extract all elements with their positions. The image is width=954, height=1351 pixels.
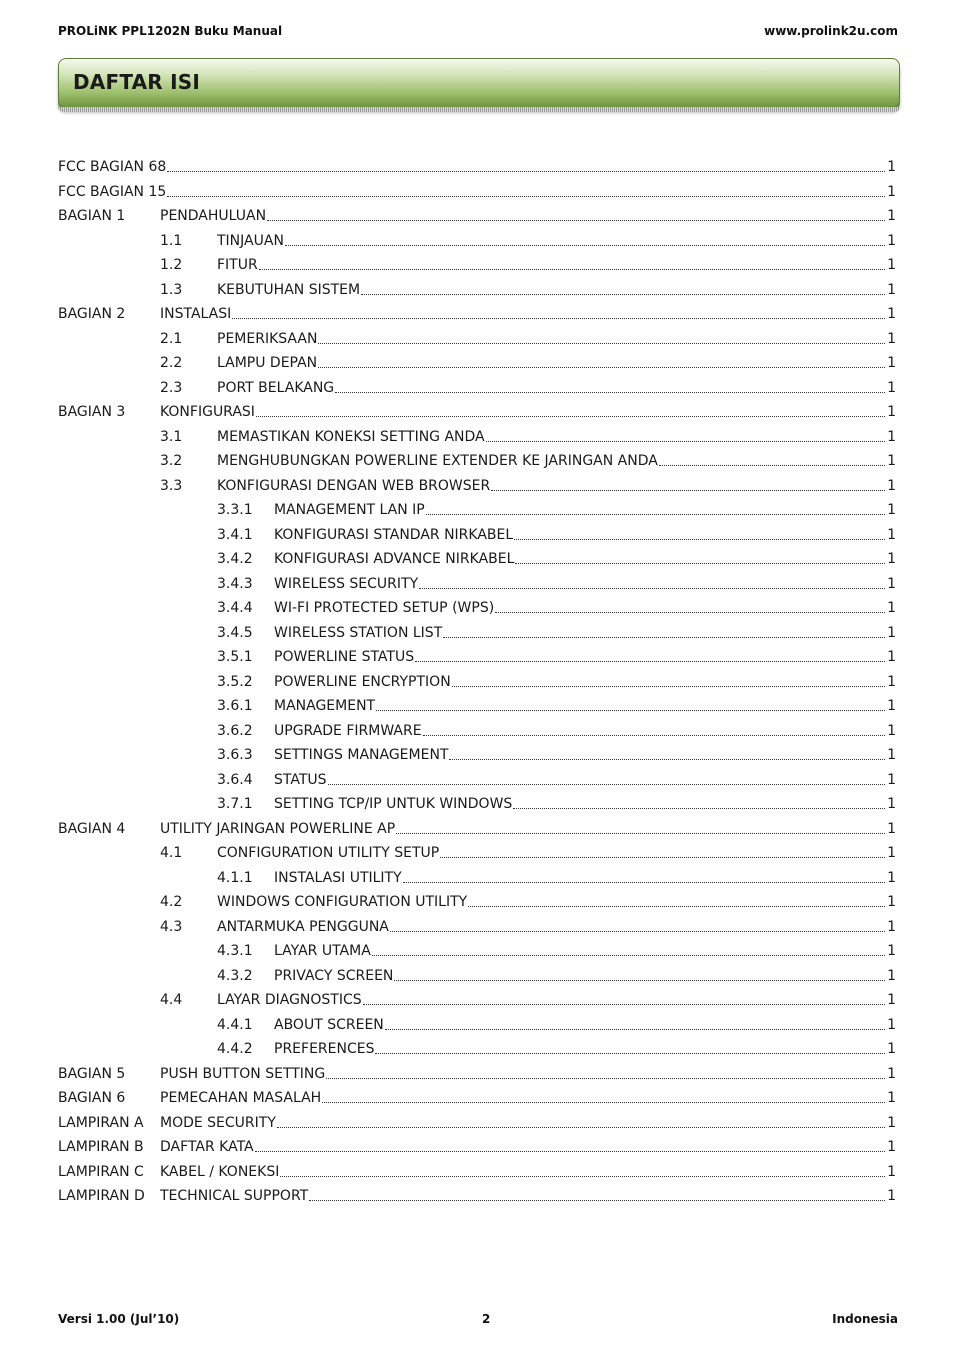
toc-entry-title: PRIVACY SCREEN bbox=[274, 967, 394, 984]
toc-entry-title: MANAGEMENT bbox=[274, 698, 376, 714]
toc-entry-page: 1 bbox=[887, 183, 896, 200]
toc-entry-page: 1 bbox=[887, 232, 896, 249]
toc-entry-page: 1 bbox=[887, 1139, 896, 1155]
toc-dot-leader bbox=[277, 1111, 885, 1128]
toc-entry-number: 3.1 bbox=[160, 428, 183, 445]
toc-entry-page: 1 bbox=[887, 575, 896, 592]
toc-entry[interactable] bbox=[58, 1160, 896, 1185]
toc-entry[interactable] bbox=[58, 278, 896, 303]
toc-dot-leader bbox=[423, 719, 886, 736]
toc-entry[interactable] bbox=[58, 351, 896, 376]
toc-entry-number: BAGIAN 2 bbox=[58, 306, 126, 322]
toc-dot-leader bbox=[385, 1013, 885, 1030]
toc-entry-line bbox=[274, 792, 896, 817]
toc-entry[interactable] bbox=[58, 1037, 896, 1062]
toc-dot-leader bbox=[452, 670, 885, 687]
toc-entry[interactable] bbox=[58, 253, 896, 278]
toc-entry-number: 2.1 bbox=[160, 330, 183, 347]
toc-dot-leader bbox=[513, 792, 885, 809]
toc-entry-number: 2.3 bbox=[160, 379, 183, 396]
toc-dot-leader bbox=[335, 376, 885, 393]
toc-entry-title: KONFIGURASI STANDAR NIRKABEL bbox=[274, 526, 514, 543]
toc-entry-number: LAMPIRAN C bbox=[58, 1163, 144, 1180]
toc-entry-line bbox=[217, 253, 896, 278]
toc-entry-title: KONFIGURASI ADVANCE NIRKABEL bbox=[274, 551, 515, 567]
toc-entry-line bbox=[217, 988, 896, 1013]
toc-entry-number: LAMPIRAN B bbox=[58, 1139, 144, 1155]
toc-entry-title: MODE SECURITY bbox=[160, 1114, 276, 1131]
toc-entry[interactable] bbox=[58, 547, 896, 572]
toc-entry-page: 1 bbox=[887, 355, 896, 371]
toc-dot-leader bbox=[426, 498, 885, 515]
toc-entry-line bbox=[274, 964, 896, 989]
toc-entry-title: STATUS bbox=[274, 771, 327, 788]
toc-entry-number: 3.6.1 bbox=[217, 698, 253, 714]
toc-entry[interactable] bbox=[58, 817, 896, 842]
toc-dot-leader bbox=[363, 988, 885, 1005]
toc-entry-number: 3.4.2 bbox=[217, 551, 253, 567]
toc-entry[interactable] bbox=[58, 498, 896, 523]
toc-entry-title: POWERLINE ENCRYPTION bbox=[274, 673, 451, 690]
toc-entry-number: BAGIAN 6 bbox=[58, 1090, 126, 1106]
toc-entry-page: 1 bbox=[887, 918, 896, 935]
toc-dot-leader bbox=[495, 596, 885, 613]
toc-entry-page: 1 bbox=[887, 1016, 896, 1033]
toc-entry[interactable] bbox=[58, 988, 896, 1013]
toc-entry-number: 3.6.4 bbox=[217, 771, 253, 788]
toc-entry-line bbox=[274, 1037, 896, 1062]
toc-entry-title: MANAGEMENT LAN IP bbox=[274, 502, 425, 518]
toc-entry-line bbox=[160, 302, 896, 327]
toc-entry-page: 1 bbox=[887, 159, 896, 175]
toc-entry-number: 4.1 bbox=[160, 845, 183, 861]
toc-entry-title: WIRELESS STATION LIST bbox=[274, 624, 443, 641]
toc-entry[interactable] bbox=[58, 743, 896, 768]
toc-entry-number: 4.3.1 bbox=[217, 943, 253, 959]
toc-entry-title: PENDAHULUAN bbox=[160, 208, 267, 224]
toc-dot-leader bbox=[318, 351, 885, 368]
page-footer-right: Indonesia bbox=[832, 1312, 898, 1326]
toc-entry-page: 1 bbox=[887, 1188, 896, 1204]
toc-entry-line bbox=[217, 915, 896, 940]
toc-entry-page: 1 bbox=[887, 673, 896, 690]
toc-entry[interactable] bbox=[58, 596, 896, 621]
toc-entry-page: 1 bbox=[887, 796, 896, 812]
toc-entry-line bbox=[274, 719, 896, 744]
toc-entry-title: CONFIGURATION UTILITY SETUP bbox=[217, 845, 440, 861]
toc-entry-title: ABOUT SCREEN bbox=[274, 1016, 384, 1033]
banner-title: DAFTAR ISI bbox=[73, 70, 200, 94]
toc-dot-leader bbox=[390, 915, 885, 932]
toc-entry[interactable] bbox=[58, 155, 896, 180]
toc-dot-leader bbox=[285, 229, 885, 246]
toc-entry-title: KABEL / KONEKSI bbox=[160, 1163, 280, 1180]
toc-entry[interactable] bbox=[58, 376, 896, 401]
toc-entry-page: 1 bbox=[887, 281, 896, 298]
toc-entry-page: 1 bbox=[887, 1041, 896, 1057]
toc-entry-line bbox=[160, 1160, 896, 1185]
toc-dot-leader bbox=[318, 327, 885, 344]
toc-entry[interactable] bbox=[58, 302, 896, 327]
toc-entry-number: 3.4.4 bbox=[217, 600, 253, 616]
toc-entry-number: 3.4.1 bbox=[217, 526, 253, 543]
toc-entry-number: 3.6.3 bbox=[217, 747, 253, 763]
toc-entry[interactable] bbox=[58, 939, 896, 964]
toc-dot-leader bbox=[449, 743, 885, 760]
toc-entry-page: 1 bbox=[887, 526, 896, 543]
toc-entry-title: UPGRADE FIRMWARE bbox=[274, 722, 422, 739]
toc-entry-number: 4.3.2 bbox=[217, 967, 253, 984]
toc-entry-page: 1 bbox=[887, 845, 896, 861]
toc-entry-title: FCC BAGIAN 15 bbox=[58, 183, 167, 200]
page-number: 2 bbox=[482, 1312, 491, 1326]
toc-entry-number: BAGIAN 5 bbox=[58, 1065, 126, 1082]
toc-entry-line bbox=[274, 866, 896, 891]
toc-entry-title: LAYAR DIAGNOSTICS bbox=[217, 992, 362, 1008]
toc-entry-line bbox=[274, 743, 896, 768]
toc-dot-leader bbox=[232, 302, 885, 319]
toc-entry[interactable] bbox=[58, 180, 896, 205]
toc-entry-line bbox=[274, 621, 896, 646]
toc-entry-number: BAGIAN 3 bbox=[58, 404, 126, 420]
toc-entry-line bbox=[160, 204, 896, 229]
toc-dot-leader bbox=[394, 964, 885, 981]
toc-entry[interactable] bbox=[58, 449, 896, 474]
toc-entry[interactable] bbox=[58, 768, 896, 793]
toc-dot-leader bbox=[328, 768, 886, 785]
toc-entry-page: 1 bbox=[887, 1065, 896, 1082]
toc-dot-leader bbox=[443, 621, 885, 638]
toc-entry[interactable] bbox=[58, 719, 896, 744]
toc-entry-page: 1 bbox=[887, 551, 896, 567]
toc-entry-page: 1 bbox=[887, 698, 896, 714]
toc-entry-number: 1.2 bbox=[160, 257, 183, 273]
page-header-left: PROLiNK PPL1202N Buku Manual bbox=[58, 24, 283, 38]
toc-entry-page: 1 bbox=[887, 992, 896, 1008]
toc-entry-title: KONFIGURASI DENGAN WEB BROWSER bbox=[217, 477, 491, 494]
toc-entry-line bbox=[274, 1013, 896, 1038]
banner-stripe bbox=[58, 107, 900, 112]
toc-dot-leader bbox=[440, 841, 885, 858]
toc-entry-number: 3.5.2 bbox=[217, 673, 253, 690]
toc-entry-number: 3.3.1 bbox=[217, 502, 253, 518]
toc-entry[interactable] bbox=[58, 204, 896, 229]
toc-entry-page: 1 bbox=[887, 1090, 896, 1106]
toc-entry-line bbox=[274, 572, 896, 597]
toc-entry-line bbox=[217, 425, 896, 450]
toc-entry-title: ANTARMUKA PENGGUNA bbox=[217, 918, 389, 935]
toc-entry[interactable] bbox=[58, 1135, 896, 1160]
toc-entry[interactable] bbox=[58, 964, 896, 989]
toc-entry-number: 3.6.2 bbox=[217, 722, 253, 739]
toc-entry-line bbox=[274, 547, 896, 572]
toc-dot-leader bbox=[396, 817, 885, 834]
toc-dot-leader bbox=[255, 1135, 885, 1152]
toc-entry-line bbox=[274, 645, 896, 670]
toc-entry-page: 1 bbox=[887, 379, 896, 396]
toc-entry-title: SETTINGS MANAGEMENT bbox=[274, 747, 449, 763]
toc-entry-line bbox=[160, 1135, 896, 1160]
toc-entry-title: KEBUTUHAN SISTEM bbox=[217, 281, 361, 298]
toc-entry-page: 1 bbox=[887, 894, 896, 910]
toc-entry-title: WIRELESS SECURITY bbox=[274, 575, 419, 592]
toc-entry-line bbox=[274, 523, 896, 548]
toc-dot-leader bbox=[376, 694, 885, 711]
toc-entry[interactable] bbox=[58, 1111, 896, 1136]
toc-entry-line bbox=[160, 1111, 896, 1136]
toc-entry-title: WINDOWS CONFIGURATION UTILITY bbox=[217, 894, 468, 910]
toc-entry[interactable] bbox=[58, 841, 896, 866]
toc-entry-number: LAMPIRAN D bbox=[58, 1188, 145, 1204]
toc-entry[interactable] bbox=[58, 327, 896, 352]
toc-entry[interactable] bbox=[58, 670, 896, 695]
toc-entry[interactable] bbox=[58, 792, 896, 817]
toc-entry-page: 1 bbox=[887, 404, 896, 420]
toc-entry-number: 1.3 bbox=[160, 281, 183, 298]
toc-entry-line bbox=[58, 180, 896, 205]
toc-entry-line bbox=[160, 400, 896, 425]
page-header-right: www.prolink2u.com bbox=[764, 24, 898, 38]
toc-entry-page: 1 bbox=[887, 943, 896, 959]
table-of-contents bbox=[58, 155, 896, 1209]
toc-entry-number: 3.2 bbox=[160, 453, 183, 469]
toc-entry-title: MEMASTIKAN KONEKSI SETTING ANDA bbox=[217, 428, 485, 445]
toc-entry-line bbox=[217, 474, 896, 499]
toc-entry-line bbox=[274, 768, 896, 793]
toc-dot-leader bbox=[267, 204, 885, 221]
toc-dot-leader bbox=[326, 1062, 885, 1079]
toc-entry-title: PEMECAHAN MASALAH bbox=[160, 1090, 322, 1106]
toc-dot-leader bbox=[659, 449, 885, 466]
toc-entry-title: FITUR bbox=[217, 257, 258, 273]
toc-entry-number: 4.4.1 bbox=[217, 1016, 253, 1033]
toc-entry-page: 1 bbox=[887, 1114, 896, 1131]
toc-entry-number: 4.4.2 bbox=[217, 1041, 253, 1057]
toc-dot-leader bbox=[167, 180, 885, 197]
toc-entry[interactable] bbox=[58, 694, 896, 719]
toc-entry-title: DAFTAR KATA bbox=[160, 1139, 254, 1155]
toc-entry[interactable] bbox=[58, 229, 896, 254]
toc-entry-title: INSTALASI bbox=[160, 306, 232, 322]
toc-entry[interactable] bbox=[58, 1013, 896, 1038]
toc-entry-line bbox=[274, 596, 896, 621]
toc-entry[interactable] bbox=[58, 915, 896, 940]
toc-entry-line bbox=[217, 841, 896, 866]
toc-entry-line bbox=[274, 694, 896, 719]
toc-entry-title: FCC BAGIAN 68 bbox=[58, 159, 167, 175]
toc-dot-leader bbox=[468, 890, 885, 907]
toc-entry-line bbox=[58, 155, 896, 180]
toc-entry[interactable] bbox=[58, 425, 896, 450]
toc-entry[interactable] bbox=[58, 1086, 896, 1111]
toc-entry-line bbox=[274, 670, 896, 695]
toc-entry-title: TINJAUAN bbox=[217, 232, 284, 249]
toc-entry[interactable] bbox=[58, 523, 896, 548]
toc-entry-page: 1 bbox=[887, 428, 896, 445]
section-banner bbox=[58, 58, 900, 108]
toc-entry-line bbox=[160, 1062, 896, 1087]
toc-entry-page: 1 bbox=[887, 820, 896, 837]
toc-entry-title: PREFERENCES bbox=[274, 1041, 375, 1057]
toc-entry-title: TECHNICAL SUPPORT bbox=[160, 1188, 309, 1204]
toc-entry-number: 4.2 bbox=[160, 894, 183, 910]
toc-entry[interactable] bbox=[58, 400, 896, 425]
toc-entry-page: 1 bbox=[887, 502, 896, 518]
toc-entry-line bbox=[160, 1184, 896, 1209]
toc-entry-page: 1 bbox=[887, 649, 896, 665]
toc-entry[interactable] bbox=[58, 1184, 896, 1209]
toc-dot-leader bbox=[309, 1184, 885, 1201]
toc-entry-page: 1 bbox=[887, 330, 896, 347]
toc-dot-leader bbox=[419, 572, 885, 589]
toc-entry-title: SETTING TCP/IP UNTUK WINDOWS bbox=[274, 796, 513, 812]
toc-entry[interactable] bbox=[58, 866, 896, 891]
toc-entry-line bbox=[217, 278, 896, 303]
toc-entry-title: INSTALASI UTILITY bbox=[274, 869, 402, 886]
toc-dot-leader bbox=[486, 425, 885, 442]
toc-entry-page: 1 bbox=[887, 771, 896, 788]
toc-entry-number: BAGIAN 1 bbox=[58, 208, 126, 224]
toc-dot-leader bbox=[259, 253, 885, 270]
toc-entry-number: 3.7.1 bbox=[217, 796, 253, 812]
toc-dot-leader bbox=[361, 278, 885, 295]
toc-entry-page: 1 bbox=[887, 600, 896, 616]
toc-entry[interactable] bbox=[58, 474, 896, 499]
toc-dot-leader bbox=[372, 939, 885, 956]
toc-dot-leader bbox=[280, 1160, 885, 1177]
toc-entry-number: LAMPIRAN A bbox=[58, 1114, 144, 1131]
toc-dot-leader bbox=[514, 523, 885, 540]
toc-entry-number: 3.4.3 bbox=[217, 575, 253, 592]
toc-entry-number: 4.1.1 bbox=[217, 869, 253, 886]
toc-dot-leader bbox=[167, 155, 885, 172]
toc-entry-title: PUSH BUTTON SETTING bbox=[160, 1065, 326, 1082]
toc-dot-leader bbox=[322, 1086, 885, 1103]
toc-entry-title: KONFIGURASI bbox=[160, 404, 255, 420]
toc-entry-number: 1.1 bbox=[160, 232, 183, 249]
toc-dot-leader bbox=[256, 400, 885, 417]
toc-entry[interactable] bbox=[58, 572, 896, 597]
toc-entry-title: WI-FI PROTECTED SETUP (WPS) bbox=[274, 600, 495, 616]
toc-entry-number: BAGIAN 4 bbox=[58, 820, 126, 837]
toc-entry-page: 1 bbox=[887, 257, 896, 273]
toc-entry-line bbox=[274, 939, 896, 964]
toc-entry-page: 1 bbox=[887, 869, 896, 886]
toc-entry-line bbox=[217, 351, 896, 376]
toc-entry-page: 1 bbox=[887, 1163, 896, 1180]
toc-entry[interactable] bbox=[58, 645, 896, 670]
toc-entry-line bbox=[160, 817, 896, 842]
toc-entry-page: 1 bbox=[887, 477, 896, 494]
toc-entry-title: LAMPU DEPAN bbox=[217, 355, 318, 371]
toc-dot-leader bbox=[415, 645, 885, 662]
toc-entry-number: 4.4 bbox=[160, 992, 183, 1008]
toc-entry[interactable] bbox=[58, 1062, 896, 1087]
toc-entry-number: 2.2 bbox=[160, 355, 183, 371]
toc-entry-page: 1 bbox=[887, 967, 896, 984]
toc-entry-line bbox=[217, 327, 896, 352]
toc-entry-line bbox=[217, 376, 896, 401]
toc-entry-title: LAYAR UTAMA bbox=[274, 943, 371, 959]
toc-entry-line bbox=[217, 449, 896, 474]
toc-entry-title: UTILITY JARINGAN POWERLINE AP bbox=[160, 820, 396, 837]
toc-entry-page: 1 bbox=[887, 306, 896, 322]
toc-dot-leader bbox=[375, 1037, 885, 1054]
toc-entry-number: 3.4.5 bbox=[217, 624, 253, 641]
toc-entry-page: 1 bbox=[887, 747, 896, 763]
toc-entry[interactable] bbox=[58, 890, 896, 915]
toc-entry[interactable] bbox=[58, 621, 896, 646]
toc-entry-title: POWERLINE STATUS bbox=[274, 649, 415, 665]
toc-dot-leader bbox=[515, 547, 885, 564]
toc-entry-title: MENGHUBUNGKAN POWERLINE EXTENDER KE JARINGAN ANDA bbox=[217, 453, 658, 469]
toc-entry-line bbox=[217, 229, 896, 254]
toc-entry-page: 1 bbox=[887, 722, 896, 739]
toc-entry-number: 4.3 bbox=[160, 918, 183, 935]
toc-entry-title: PEMERIKSAAN bbox=[217, 330, 318, 347]
toc-entry-line bbox=[217, 890, 896, 915]
toc-entry-page: 1 bbox=[887, 453, 896, 469]
toc-entry-line bbox=[274, 498, 896, 523]
page-footer-left: Versi 1.00 (Jul’10) bbox=[58, 1312, 180, 1326]
toc-dot-leader bbox=[491, 474, 885, 491]
toc-entry-number: 3.3 bbox=[160, 477, 183, 494]
toc-dot-leader bbox=[403, 866, 885, 883]
toc-entry-title: PORT BELAKANG bbox=[217, 379, 335, 396]
toc-entry-number: 3.5.1 bbox=[217, 649, 253, 665]
toc-entry-page: 1 bbox=[887, 208, 896, 224]
toc-entry-page: 1 bbox=[887, 624, 896, 641]
toc-entry-line bbox=[160, 1086, 896, 1111]
